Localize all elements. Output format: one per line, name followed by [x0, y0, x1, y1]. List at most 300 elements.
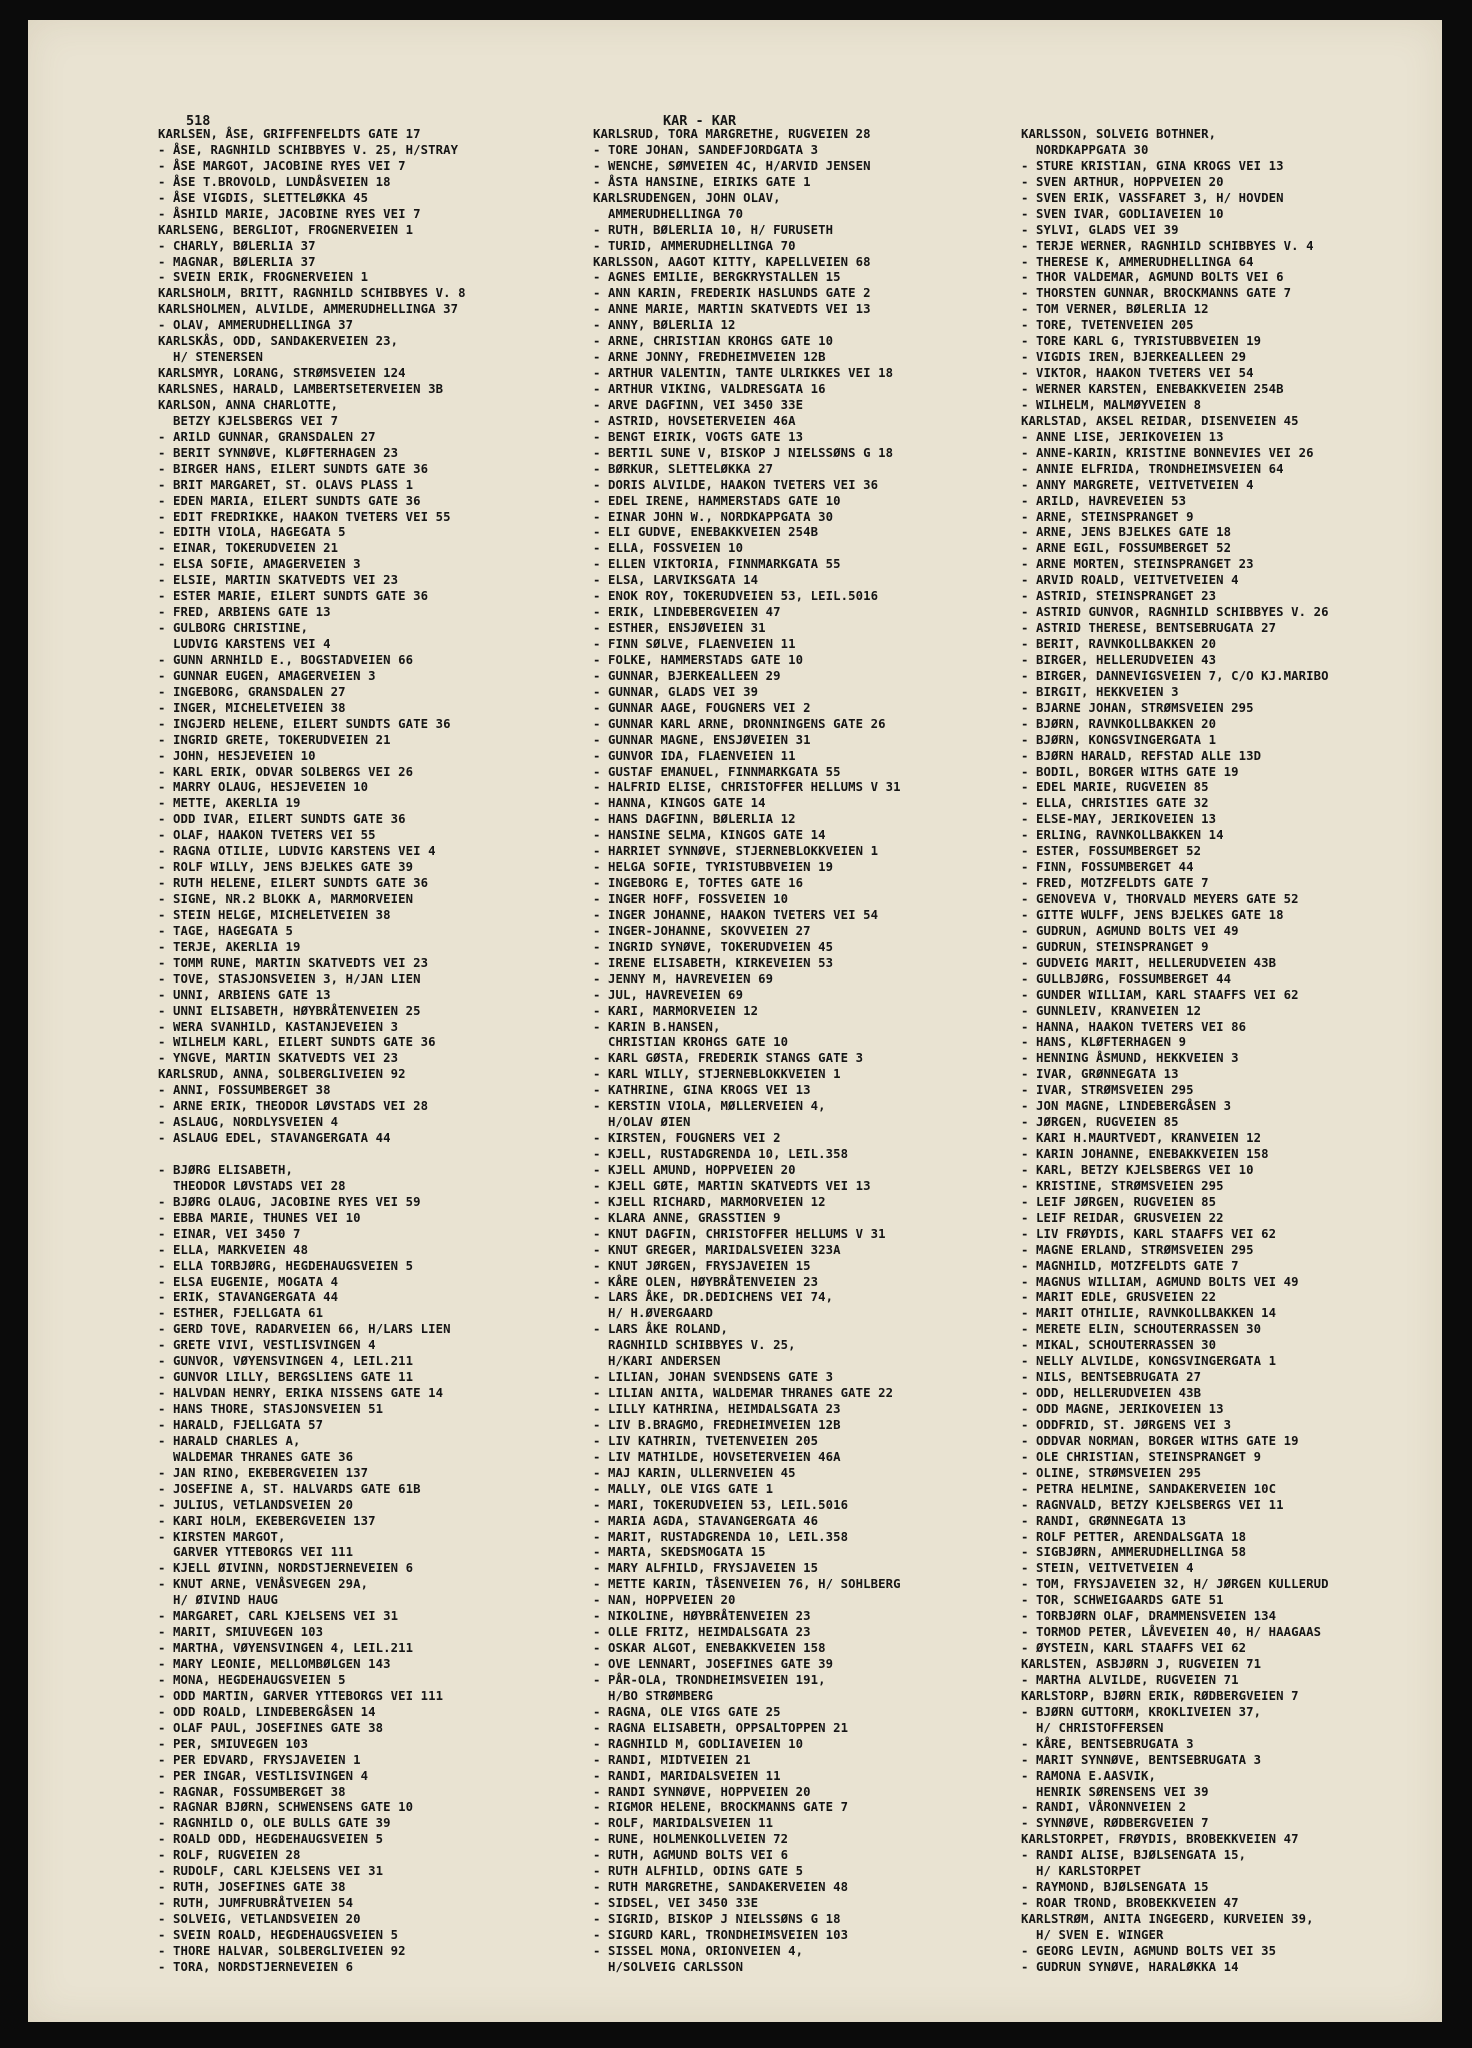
directory-entry-line: H/BO STRØMBERG	[593, 1688, 714, 1703]
directory-entry-line: - SIGURD KARL, TRONDHEIMSVEIEN 103	[593, 1927, 849, 1942]
directory-entry-line: - MARI, TOKERUDVEIEN 53, LEIL.5016	[593, 1497, 849, 1512]
directory-entry-line: - METTE KARIN, TÅSENVEIEN 76, H/ SOHLBERG	[593, 1577, 901, 1592]
directory-entry-line: - ARTHUR VIKING, VALDRESGATA 16	[593, 382, 826, 396]
directory-entry-line: - HARRIET SYNNØVE, STJERNEBLOKKVEIEN 1	[593, 844, 879, 859]
directory-entry-line: - ANNY MARGRETE, VEITVETVEIEN 4	[1021, 477, 1254, 492]
directory-entry-line: - ODD MARTIN, GARVER YTTEBORGS VEI 111	[158, 1688, 444, 1703]
directory-entry-line: - KARL ERIK, ODVAR SOLBERGS VEI 26	[158, 764, 414, 779]
directory-entry-line: - VIGDIS IREN, BJERKEALLEEN 29	[1021, 350, 1247, 365]
directory-entry-line: - RANDI, GRØNNEGATA 13	[1021, 1513, 1187, 1528]
directory-entry-line: KARLSSON, SOLVEIG BOTHNER,	[1021, 127, 1217, 141]
column-1	[158, 127, 466, 1976]
directory-entry-line: KARLSTAD, AKSEL REIDAR, DISENVEIEN 45	[1021, 413, 1299, 428]
directory-entry-line: - SYNNØVE, RØDBERGVEIEN 7	[1021, 1816, 1209, 1831]
directory-entry-line: - GUNDER WILLIAM, KARL STAAFFS VEI 62	[1021, 987, 1299, 1002]
directory-entry-line: - RANDI, MIDTVEIEN 21	[593, 1752, 751, 1767]
directory-entry-line: - ERIK, LINDEBERGVEIEN 47	[593, 605, 781, 620]
directory-entry-line: - TOM, FRYSJAVEIEN 32, H/ JØRGEN KULLERUD	[1021, 1577, 1329, 1592]
directory-entry-line: - FINN, FOSSUMBERGET 44	[1021, 860, 1194, 875]
directory-entry-line: - OLAF PAUL, JOSEFINES GATE 38	[158, 1720, 384, 1735]
directory-entry-line: - ARNE ERIK, THEODOR LØVSTADS VEI 28	[158, 1099, 429, 1114]
directory-entry-line: - TORE JOHAN, SANDEFJORDGATA 3	[593, 142, 819, 157]
directory-entry-line: - ERIK, STAVANGERGATA 44	[158, 1290, 339, 1305]
directory-entry-line: - SVEN IVAR, GODLIAVEIEN 10	[1021, 206, 1224, 221]
directory-entry-line: - RANDI SYNNØVE, HOPPVEIEN 20	[593, 1784, 811, 1799]
directory-entry-line: - THERESE K, AMMERUDHELLINGA 64	[1021, 254, 1254, 269]
directory-entry-line: - HANNA, KINGOS GATE 14	[593, 796, 766, 811]
directory-entry-line: - ANN KARIN, FREDERIK HASLUNDS GATE 2	[593, 286, 871, 301]
directory-entry-line: - LILIAN ANITA, WALDEMAR THRANES GATE 22	[593, 1386, 894, 1401]
directory-entry-line: - KARIN B.HANSEN,	[593, 1019, 721, 1034]
directory-entry-line: - BENGT EIRIK, VOGTS GATE 13	[593, 429, 804, 444]
directory-entry-line: - GULBORG CHRISTINE,	[158, 621, 309, 636]
directory-entry-line: - ANNIE ELFRIDA, TRONDHEIMSVEIEN 64	[1021, 461, 1284, 476]
directory-entry-line: - ELLA, MARKVEIEN 48	[158, 1242, 309, 1257]
directory-entry-line: - BIRGER, HELLERUDVEIEN 43	[1021, 652, 1217, 667]
directory-entry-line: - MAGNHILD, MOTZFELDTS GATE 7	[1021, 1258, 1239, 1273]
directory-entry-line: H/ KARLSTORPET	[1021, 1864, 1142, 1879]
directory-entry-line: - KLARA ANNE, GRASSTIEN 9	[593, 1210, 781, 1225]
directory-entry-line: - ÅSHILD MARIE, JACOBINE RYES VEI 7	[158, 206, 421, 221]
directory-entry-line: - RAGNA, OLE VIGS GATE 25	[593, 1704, 781, 1719]
directory-entry-line: - AGNES EMILIE, BERGKRYSTALLEN 15	[593, 270, 841, 285]
directory-entry-line: - JULIUS, VETLANDSVEIEN 20	[158, 1497, 354, 1512]
directory-entry-line: - SOLVEIG, VETLANDSVEIEN 20	[158, 1912, 361, 1926]
directory-entry-line: - RAGNHILD M, GODLIAVEIEN 10	[593, 1736, 804, 1751]
directory-entry-line: - KARI HOLM, EKEBERGVEIEN 137	[158, 1513, 376, 1528]
directory-entry-line: - ELSA EUGENIE, MOGATA 4	[158, 1274, 339, 1289]
directory-entry-line: - ÅSE, RAGNHILD SCHIBBYES V. 25, H/STRAY	[158, 142, 459, 157]
directory-entry-line: - OVE LENNART, JOSEFINES GATE 39	[593, 1657, 834, 1671]
directory-entry-line: - WERNER KARSTEN, ENEBAKKVEIEN 254B	[1021, 382, 1284, 396]
directory-entry-line: - MALLY, OLE VIGS GATE 1	[593, 1481, 774, 1496]
directory-entry-line: - INGER, MICHELETVEIEN 38	[158, 700, 346, 715]
directory-entry-line: KARLSTORP, BJØRN ERIK, RØDBERGVEIEN 7	[1021, 1688, 1299, 1703]
directory-entry-line: - ÅSE MARGOT, JACOBINE RYES VEI 7	[158, 158, 406, 173]
directory-entry-line: - ELSA SOFIE, AMAGERVEIEN 3	[158, 557, 361, 572]
directory-entry-line: - KIRSTEN MARGOT,	[158, 1529, 286, 1544]
directory-entry-line: KARLSRUDENGEN, JOHN OLAV,	[593, 190, 781, 205]
directory-entry-line: - LARS ÅKE, DR.DEDICHENS VEI 74,	[593, 1290, 834, 1305]
directory-entry-line: - MARIT, RUSTADGRENDA 10, LEIL.358	[593, 1529, 849, 1544]
directory-entry-line: - HENNING ÅSMUND, HEKKVEIEN 3	[1021, 1051, 1239, 1066]
directory-entry-line: - OLINE, STRØMSVEIEN 295	[1021, 1465, 1202, 1480]
directory-entry-line: - GUNNAR AAGE, FOUGNERS VEI 2	[593, 700, 811, 715]
directory-entry-line: - SIGRID, BISKOP J NIELSSØNS G 18	[593, 1912, 841, 1926]
directory-entry-line: - SIGNE, NR.2 BLOKK A, MARMORVEIEN	[158, 892, 414, 906]
directory-entry-line: - STEIN HELGE, MICHELETVEIEN 38	[158, 907, 391, 922]
directory-entry-line: - BJØRG OLAUG, JACOBINE RYES VEI 59	[158, 1194, 421, 1209]
directory-entry-line: - OLAF, HAAKON TVETERS VEI 55	[158, 828, 376, 843]
directory-entry-line: - SVEN ERIK, VASSFARET 3, H/ HOVDEN	[1021, 190, 1284, 205]
directory-entry-line: - INGEBORG E, TOFTES GATE 16	[593, 876, 804, 891]
directory-entry-line: KARLSSON, AAGOT KITTY, KAPELLVEIEN 68	[593, 254, 871, 269]
directory-entry-line: - KARIN JOHANNE, ENEBAKKVEIEN 158	[1021, 1147, 1269, 1161]
directory-entry-line: - ESTER, FOSSUMBERGET 52	[1021, 844, 1202, 859]
directory-entry-line: - RANDI ALISE, BJØLSENGATA 15,	[1021, 1848, 1247, 1863]
directory-entry-line: - ODD MAGNE, JERIKOVEIEN 13	[1021, 1402, 1224, 1416]
directory-entry-line: - GUNNAR, GLADS VEI 39	[593, 684, 759, 699]
directory-entry-line: - EDIT FREDRIKKE, HAAKON TVETERS VEI 55	[158, 509, 451, 524]
directory-entry-line: - TORA, NORDSTJERNEVEIEN 6	[158, 1959, 354, 1974]
directory-entry-line: - HANS, KLØFTERHAGEN 9	[1021, 1035, 1187, 1050]
directory-entry-line: - KARL, BETZY KJELSBERGS VEI 10	[1021, 1162, 1254, 1177]
directory-entry-line: - RUTH, AGMUND BOLTS VEI 6	[593, 1848, 789, 1863]
directory-entry-line: - ENOK ROY, TOKERUDVEIEN 53, LEIL.5016	[593, 589, 879, 604]
directory-entry-line: - ASLAUG, NORDLYSVEIEN 4	[158, 1115, 339, 1130]
directory-entry-line: - GUNNAR EUGEN, AMAGERVEIEN 3	[158, 668, 376, 683]
directory-entry-line: - PÅR-OLA, TRONDHEIMSVEIEN 191,	[593, 1672, 826, 1687]
directory-entry-line: - ASTRID, HOVSETERVEIEN 46A	[593, 413, 796, 428]
directory-entry-line: - BRIT MARGARET, ST. OLAVS PLASS 1	[158, 477, 414, 492]
directory-entry-line: - PER, SMIUVEGEN 103	[158, 1736, 309, 1751]
directory-entry-line: - MAGNAR, BØLERLIA 37	[158, 254, 316, 269]
directory-entry-line: - GRETE VIVI, VESTLISVINGEN 4	[158, 1338, 376, 1353]
directory-entry-line: - ARNE, JENS BJELKES GATE 18	[1021, 525, 1232, 540]
directory-entry-line: - MAGNE ERLAND, STRØMSVEIEN 295	[1021, 1242, 1254, 1257]
directory-entry-line: - GENOVEVA V, THORVALD MEYERS GATE 52	[1021, 892, 1299, 906]
directory-entry-line: AMMERUDHELLINGA 70	[593, 206, 744, 221]
directory-entry-line: - BJØRG ELISABETH,	[158, 1162, 294, 1177]
directory-entry-line: - ÅSE T.BROVOLD, LUNDÅSVEIEN 18	[158, 174, 391, 189]
directory-entry-line: - SIDSEL, VEI 3450 33E	[593, 1896, 759, 1911]
directory-entry-line: - HALVDAN HENRY, ERIKA NISSENS GATE 14	[158, 1386, 444, 1401]
directory-entry-line: - HANS THORE, STASJONSVEIEN 51	[158, 1402, 384, 1416]
directory-entry-line: - LILLY KATHRINA, HEIMDALSGATA 23	[593, 1402, 841, 1416]
directory-entry-line: - YNGVE, MARTIN SKATVEDTS VEI 23	[158, 1051, 399, 1066]
directory-entry-line: KARLSON, ANNA CHARLOTTE,	[158, 397, 339, 412]
directory-entry-line: - INGER-JOHANNE, SKOVVEIEN 27	[593, 923, 811, 938]
directory-entry-line: - BJØRN HARALD, REFSTAD ALLE 13D	[1021, 748, 1262, 763]
directory-entry-line: - KARL GØSTA, FREDERIK STANGS GATE 3	[593, 1051, 864, 1066]
directory-entry-line: - JOSEFINE A, ST. HALVARDS GATE 61B	[158, 1481, 421, 1496]
directory-entry-line: KARLSKÅS, ODD, SANDAKERVEIEN 23,	[158, 334, 399, 349]
directory-entry-line: - WILHELM, MALMØYVEIEN 8	[1021, 397, 1202, 412]
directory-entry-line: - ESTER MARIE, EILERT SUNDTS GATE 36	[158, 589, 429, 604]
directory-entry-line: KARLSHOLM, BRITT, RAGNHILD SCHIBBYES V. 8	[158, 286, 466, 301]
directory-entry-line: - TOM VERNER, BØLERLIA 12	[1021, 302, 1209, 317]
directory-entry-line: - TOMM RUNE, MARTIN SKATVEDTS VEI 23	[158, 955, 429, 970]
directory-entry-line: KARLSTEN, ASBJØRN J, RUGVEIEN 71	[1021, 1657, 1262, 1671]
directory-entry-line: - HARALD CHARLES A,	[158, 1433, 301, 1448]
directory-entry-line: - EDEN MARIA, EILERT SUNDTS GATE 36	[158, 493, 421, 508]
directory-entry-line: - LEIF REIDAR, GRUSVEIEN 22	[1021, 1210, 1224, 1225]
directory-entry-line: - EINAR JOHN W., NORDKAPPGATA 30	[593, 509, 834, 524]
directory-entry-line: - ROLF PETTER, ARENDALSGATA 18	[1021, 1529, 1247, 1544]
directory-entry-line: - JUL, HAVREVEIEN 69	[593, 987, 744, 1002]
directory-entry-line: - ELSIE, MARTIN SKATVEDTS VEI 23	[158, 573, 399, 588]
directory-entry-line: - SIGBJØRN, AMMERUDHELLINGA 58	[1021, 1545, 1247, 1560]
directory-entry-line: H/ H.ØVERGAARD	[593, 1306, 714, 1321]
directory-entry-line: - NAN, HOPPVEIEN 20	[593, 1593, 736, 1608]
directory-entry-line: CHRISTIAN KROHGS GATE 10	[593, 1035, 789, 1050]
directory-entry-line: - MARTHA ALVILDE, RUGVEIEN 71	[1021, 1672, 1239, 1687]
directory-entry-line: - MARRY OLAUG, HESJEVEIEN 10	[158, 780, 369, 795]
directory-entry-line: - ELSE-MAY, JERIKOVEIEN 13	[1021, 812, 1217, 827]
directory-entry-line: - GEORG LEVIN, AGMUND BOLTS VEI 35	[1021, 1943, 1277, 1958]
directory-entry-line: - THOR VALDEMAR, AGMUND BOLTS VEI 6	[1021, 270, 1284, 285]
directory-entry-line: - BERIT, RAVNKOLLBAKKEN 20	[1021, 637, 1217, 651]
directory-entry-line: - ARNE, STEINSPRANGET 9	[1021, 509, 1194, 524]
directory-entry-line: - BERTIL SUNE V, BISKOP J NIELSSØNS G 18	[593, 445, 894, 460]
directory-entry-line: - ARNE JONNY, FREDHEIMVEIEN 12B	[593, 350, 826, 365]
directory-entry-line: - ROAR TROND, BROBEKKVEIEN 47	[1021, 1896, 1239, 1911]
directory-entry-line: - LILIAN, JOHAN SVENDSENS GATE 3	[593, 1370, 834, 1385]
directory-entry-line: - INGRID GRETE, TOKERUDVEIEN 21	[158, 732, 391, 747]
directory-entry-line: - ARNE EGIL, FOSSUMBERGET 52	[1021, 541, 1232, 556]
directory-entry-line: BETZY KJELSBERGS VEI 7	[158, 413, 339, 428]
directory-entry-line: - JON MAGNE, LINDEBERGÅSEN 3	[1021, 1099, 1232, 1114]
directory-entry-line: - HANSINE SELMA, KINGOS GATE 14	[593, 828, 826, 843]
directory-entry-line: - LIV KATHRIN, TVETENVEIEN 205	[593, 1433, 819, 1448]
directory-entry-line: - FRED, ARBIENS GATE 13	[158, 605, 331, 620]
directory-entry-line: LUDVIG KARSTENS VEI 4	[158, 637, 331, 651]
directory-entry-line: - RUDOLF, CARL KJELSENS VEI 31	[158, 1864, 384, 1879]
directory-entry-line: - SVEIN ROALD, HEGDEHAUGSVEIEN 5	[158, 1927, 399, 1942]
directory-entry-line: - KARI H.MAURTVEDT, KRANVEIEN 12	[1021, 1131, 1262, 1146]
directory-entry-line: KARLSHOLMEN, ALVILDE, AMMERUDHELLINGA 37	[158, 302, 459, 317]
directory-entry-line: - TORBJØRN OLAF, DRAMMENSVEIEN 134	[1021, 1609, 1277, 1624]
directory-entry-line: - THORE HALVAR, SOLBERGLIVEIEN 92	[158, 1943, 406, 1958]
directory-entry-line: - KJELL ØIVINN, NORDSTJERNEVEIEN 6	[158, 1561, 414, 1576]
directory-entry-line: - ASTRID, STEINSPRANGET 23	[1021, 589, 1217, 604]
directory-entry-line: - PETRA HELMINE, SANDAKERVEIEN 10C	[1021, 1481, 1277, 1496]
directory-entry-line: - ELI GUDVE, ENEBAKKVEIEN 254B	[593, 525, 819, 540]
directory-entry-line: - TORE, TVETENVEIEN 205	[1021, 318, 1194, 333]
directory-entry-line: - RAMONA E.AASVIK,	[1021, 1768, 1157, 1783]
running-head: KAR - KAR	[663, 113, 737, 129]
directory-entry-line: - KNUT GREGER, MARIDALSVEIEN 323A	[593, 1242, 841, 1257]
directory-entry-line: - LEIF JØRGEN, RUGVEIEN 85	[1021, 1194, 1217, 1209]
directory-entry-line: - MONA, HEGDEHAUGSVEIEN 5	[158, 1672, 346, 1687]
directory-entry-line: - ANNE-KARIN, KRISTINE BONNEVIES VEI 26	[1021, 445, 1314, 460]
directory-entry-line: - TERJE WERNER, RAGNHILD SCHIBBYES V. 4	[1021, 238, 1314, 253]
directory-entry-line: - RANDI, VÅRONNVEIEN 2	[1021, 1800, 1187, 1815]
directory-entry-line: - KJELL RICHARD, MARMORVEIEN 12	[593, 1194, 826, 1209]
directory-entry-line: - BIRGER, DANNEVIGSVEIEN 7, C/O KJ.MARIBO	[1021, 668, 1329, 683]
directory-entry-line: - UNNI ELISABETH, HØYBRÅTENVEIEN 25	[158, 1003, 421, 1018]
directory-entry-line: - KJELL GØTE, MARTIN SKATVEDTS VEI 13	[593, 1178, 871, 1193]
directory-entry-line: - RAGNA ELISABETH, OPPSALTOPPEN 21	[593, 1720, 849, 1735]
directory-entry-line	[158, 1147, 466, 1163]
directory-entry-line: - FOLKE, HAMMERSTADS GATE 10	[593, 652, 804, 667]
directory-entry-line: - GUNNAR, BJERKEALLEEN 29	[593, 668, 781, 683]
directory-entry-line: - GUDRUN, AGMUND BOLTS VEI 49	[1021, 923, 1239, 938]
column-3	[1021, 127, 1329, 1976]
directory-entry-line: - FINN SØLVE, FLAENVEIEN 11	[593, 637, 796, 651]
directory-entry-line: - ANNI, FOSSUMBERGET 38	[158, 1083, 331, 1098]
directory-entry-line: - GUDVEIG MARIT, HELLERUDVEIEN 43B	[1021, 955, 1277, 970]
directory-entry-line: - HELGA SOFIE, TYRISTUBBVEIEN 19	[593, 860, 834, 875]
directory-entry-line: - MARIT SYNNØVE, BENTSEBRUGATA 3	[1021, 1752, 1262, 1767]
directory-entry-line: - STEIN, VEITVETVEIEN 4	[1021, 1561, 1194, 1576]
directory-entry-line: - GUNVOR IDA, FLAENVEIEN 11	[593, 748, 796, 763]
directory-entry-line: - ELSA, LARVIKSGATA 14	[593, 573, 759, 588]
directory-entry-line: - RUTH, JOSEFINES GATE 38	[158, 1880, 346, 1895]
directory-entry-line: - BJARNE JOHAN, STRØMSVEIEN 295	[1021, 700, 1254, 715]
directory-entry-line: - MIKAL, SCHOUTERRASSEN 30	[1021, 1338, 1217, 1353]
directory-entry-line: - MARIT, SMIUVEGEN 103	[158, 1625, 324, 1640]
directory-entry-line: - THORSTEN GUNNAR, BROCKMANNS GATE 7	[1021, 286, 1292, 301]
directory-entry-line: - MARY ALFHILD, FRYSJAVEIEN 15	[593, 1561, 819, 1576]
directory-entry-line: - LIV FRØYDIS, KARL STAAFFS VEI 62	[1021, 1226, 1277, 1241]
directory-entry-line: KARLSNES, HARALD, LAMBERTSETERVEIEN 3B	[158, 382, 444, 396]
directory-entry-line: - GUNVOR LILLY, BERGSLIENS GATE 11	[158, 1370, 414, 1385]
directory-entry-line: - GERD TOVE, RADARVEIEN 66, H/LARS LIEN	[158, 1322, 451, 1337]
directory-entry-line: - BØRKUR, SLETTELØKKA 27	[593, 461, 774, 476]
directory-entry-line: - ELLEN VIKTORIA, FINNMARKGATA 55	[593, 557, 841, 572]
directory-entry-line: - ASTRID GUNVOR, RAGNHILD SCHIBBYES V. 26	[1021, 605, 1329, 620]
directory-entry-line: - JENNY M, HAVREVEIEN 69	[593, 971, 774, 986]
directory-entry-line: - ELLA TORBJØRG, HEGDEHAUGSVEIEN 5	[158, 1258, 414, 1273]
directory-entry-line: - FRED, MOTZFELDTS GATE 7	[1021, 876, 1209, 891]
directory-entry-line: - RUTH, JUMFRUBRÅTVEIEN 54	[158, 1896, 354, 1911]
directory-entry-line: - TERJE, AKERLIA 19	[158, 939, 301, 954]
directory-entry-line: - SVEN ARTHUR, HOPPVEIEN 20	[1021, 174, 1224, 189]
directory-entry-line: H/ SVEN E. WINGER	[1021, 1927, 1164, 1942]
directory-entry-line: - KJELL, RUSTADGRENDA 10, LEIL.358	[593, 1147, 849, 1161]
directory-entry-line: - MARIT EDLE, GRUSVEIEN 22	[1021, 1290, 1217, 1305]
directory-entry-line: RAGNHILD SCHIBBYES V. 25,	[593, 1338, 796, 1353]
directory-entry-line: H/OLAV ØIEN	[593, 1115, 691, 1130]
directory-entry-line: - GUNNAR MAGNE, ENSJØVEIEN 31	[593, 732, 811, 747]
directory-entry-line: WALDEMAR THRANES GATE 36	[158, 1449, 354, 1464]
directory-entry-line: - TORMOD PETER, LÅVEVEIEN 40, H/ HAAGAAS	[1021, 1625, 1322, 1640]
directory-entry-line: - OLE CHRISTIAN, STEINSPRANGET 9	[1021, 1449, 1262, 1464]
directory-entry-line: - ROLF, RUGVEIEN 28	[158, 1848, 301, 1863]
directory-entry-line: - GUNVOR, VØYENSVINGEN 4, LEIL.211	[158, 1354, 414, 1369]
directory-entry-line: HENRIK SØRENSENS VEI 39	[1021, 1784, 1209, 1799]
directory-entry-line: - KIRSTEN, FOUGNERS VEI 2	[593, 1131, 781, 1146]
directory-entry-line: - IVAR, GRØNNEGATA 13	[1021, 1067, 1179, 1082]
directory-entry-line: - KERSTIN VIOLA, MØLLERVEIEN 4,	[593, 1099, 826, 1114]
directory-entry-line: - MERETE ELIN, SCHOUTERRASSEN 30	[1021, 1322, 1262, 1337]
directory-entry-line: - ARTHUR VALENTIN, TANTE ULRIKKES VEI 18	[593, 366, 894, 381]
directory-entry-line: - ELLA, CHRISTIES GATE 32	[1021, 796, 1209, 811]
directory-entry-line: - ARILD, HAVREVEIEN 53	[1021, 493, 1187, 508]
directory-entry-line: - WILHELM KARL, EILERT SUNDTS GATE 36	[158, 1035, 436, 1050]
directory-entry-line: - INGEBORG, GRANSDALEN 27	[158, 684, 346, 699]
directory-entry-line: - RAGNAR, FOSSUMBERGET 38	[158, 1784, 346, 1799]
directory-entry-line: - ARVE DAGFINN, VEI 3450 33E	[593, 397, 804, 412]
directory-entry-line: - EINAR, TOKERUDVEIEN 21	[158, 541, 339, 556]
directory-entry-line: H/ ØIVIND HAUG	[158, 1593, 279, 1608]
directory-entry-line: - NILS, BENTSEBRUGATA 27	[1021, 1370, 1202, 1385]
directory-entry-line: GARVER YTTEBORGS VEI 111	[158, 1545, 354, 1560]
directory-entry-line: - VIKTOR, HAAKON TVETERS VEI 54	[1021, 366, 1254, 381]
directory-entry-line: - KJELL AMUND, HOPPVEIEN 20	[593, 1162, 796, 1177]
directory-entry-line: - ARILD GUNNAR, GRANSDALEN 27	[158, 429, 376, 444]
directory-entry-line: - EINAR, VEI 3450 7	[158, 1226, 301, 1241]
directory-entry-line: KARLSRUD, ANNA, SOLBERGLIVEIEN 92	[158, 1067, 406, 1082]
directory-entry-line: KARLSENG, BERGLIOT, FROGNERVEIEN 1	[158, 222, 414, 237]
directory-entry-line: - OLLE FRITZ, HEIMDALSGATA 23	[593, 1625, 811, 1640]
directory-entry-line: - JOHN, HESJEVEIEN 10	[158, 748, 316, 763]
directory-entry-line: - GUNNLEIV, KRANVEIEN 12	[1021, 1003, 1202, 1018]
directory-entry-line: H/SOLVEIG CARLSSON	[593, 1959, 744, 1974]
directory-entry-line: - MARTA, SKEDSMOGATA 15	[593, 1545, 766, 1560]
directory-entry-line: - JAN RINO, EKEBERGVEIEN 137	[158, 1465, 369, 1480]
directory-entry-line: - KÅRE, BENTSEBRUGATA 3	[1021, 1736, 1194, 1751]
directory-entry-line: H/ STENERSEN	[158, 350, 264, 365]
directory-entry-line: - BJØRN, KONGSVINGERGATA 1	[1021, 732, 1217, 747]
directory-entry-line: - SISSEL MONA, ORIONVEIEN 4,	[593, 1943, 804, 1958]
directory-entry-line: - METTE, AKERLIA 19	[158, 796, 301, 811]
directory-entry-line: - KÅRE OLEN, HØYBRÅTENVEIEN 23	[593, 1274, 819, 1289]
directory-entry-line: - ODD, HELLERUDVEIEN 43B	[1021, 1386, 1202, 1401]
column-2	[593, 127, 901, 1976]
directory-entry-line: - OLAV, AMMERUDHELLINGA 37	[158, 318, 354, 333]
directory-entry-line: - MARTHA, VØYENSVINGEN 4, LEIL.211	[158, 1641, 414, 1656]
directory-entry-line: KARLSMYR, LORANG, STRØMSVEIEN 124	[158, 366, 406, 381]
directory-entry-line: - KNUT ARNE, VENÅSVEGEN 29A,	[158, 1577, 369, 1592]
directory-entry-line: - ARNE MORTEN, STEINSPRANGET 23	[1021, 557, 1254, 572]
directory-entry-line: - PER INGAR, VESTLISVINGEN 4	[158, 1768, 369, 1783]
directory-entry-line: - IRENE ELISABETH, KIRKEVEIEN 53	[593, 955, 834, 970]
directory-entry-line: - RUNE, HOLMENKOLLVEIEN 72	[593, 1832, 789, 1847]
directory-entry-line: - LIV B.BRAGMO, FREDHEIMVEIEN 12B	[593, 1417, 841, 1432]
directory-entry-line: - PER EDVARD, FRYSJAVEIEN 1	[158, 1752, 361, 1767]
directory-entry-line: - MAJ KARIN, ULLERNVEIEN 45	[593, 1465, 796, 1480]
directory-entry-line: - STURE KRISTIAN, GINA KROGS VEI 13	[1021, 158, 1284, 173]
directory-entry-line: - KARI, MARMORVEIEN 12	[593, 1003, 759, 1018]
directory-entry-line: - EBBA MARIE, THUNES VEI 10	[158, 1210, 361, 1225]
directory-entry-line: - ESTHER, FJELLGATA 61	[158, 1306, 324, 1321]
directory-entry-line: - GUDRUN, STEINSPRANGET 9	[1021, 939, 1209, 954]
directory-entry-line: H/KARI ANDERSEN	[593, 1354, 721, 1369]
directory-entry-line: - HANS DAGFINN, BØLERLIA 12	[593, 812, 796, 827]
directory-entry-line: - TAGE, HAGEGATA 5	[158, 923, 294, 938]
directory-entry-line: - ÅSE VIGDIS, SLETTELØKKA 45	[158, 190, 369, 205]
directory-entry-line: KARLSEN, ÅSE, GRIFFENFELDTS GATE 17	[158, 127, 421, 141]
directory-entry-line: - INGER JOHANNE, HAAKON TVETERS VEI 54	[593, 907, 879, 922]
directory-entry-line: - INGJERD HELENE, EILERT SUNDTS GATE 36	[158, 716, 451, 731]
directory-entry-line: - MARIA AGDA, STAVANGERGATA 46	[593, 1513, 819, 1528]
directory-entry-line: - BODIL, BORGER WITHS GATE 19	[1021, 764, 1239, 779]
directory-entry-line: - RANDI, MARIDALSVEIEN 11	[593, 1768, 781, 1783]
page-number: 518	[186, 113, 211, 129]
directory-entry-line: - JØRGEN, RUGVEIEN 85	[1021, 1115, 1179, 1130]
directory-entry-line: - KRISTINE, STRØMSVEIEN 295	[1021, 1178, 1224, 1193]
directory-entry-line: - ODDFRID, ST. JØRGENS VEI 3	[1021, 1417, 1232, 1432]
directory-entry-line: THEODOR LØVSTADS VEI 28	[158, 1178, 346, 1193]
directory-entry-line: - MARIT OTHILIE, RAVNKOLLBAKKEN 14	[1021, 1306, 1277, 1321]
directory-entry-line: - UNNI, ARBIENS GATE 13	[158, 987, 331, 1002]
directory-entry-line: - ERLING, RAVNKOLLBAKKEN 14	[1021, 828, 1224, 843]
directory-entry-line: KARLSRUD, TORA MARGRETHE, RUGVEIEN 28	[593, 127, 871, 141]
directory-entry-line: - ELLA, FOSSVEIEN 10	[593, 541, 744, 556]
directory-entry-line: - RAYMOND, BJØLSENGATA 15	[1021, 1880, 1209, 1895]
directory-entry-line: - HARALD, FJELLGATA 57	[158, 1417, 324, 1432]
directory-entry-line: - MARY LEONIE, MELLOMBØLGEN 143	[158, 1657, 391, 1671]
directory-entry-line: - RAGNAR BJØRN, SCHWENSENS GATE 10	[158, 1800, 414, 1815]
directory-entry-line: - NELLY ALVILDE, KONGSVINGERGATA 1	[1021, 1354, 1277, 1369]
directory-entry-line: - BIRGER HANS, EILERT SUNDTS GATE 36	[158, 461, 429, 476]
directory-entry-line: - INGRID SYNØVE, TOKERUDVEIEN 45	[593, 939, 834, 954]
directory-entry-line: KARLSTRØM, ANITA INGEGERD, KURVEIEN 39,	[1021, 1912, 1314, 1926]
directory-entry-line: - RIGMOR HELENE, BROCKMANNS GATE 7	[593, 1800, 849, 1815]
directory-entry-line: - SVEIN ERIK, FROGNERVEIEN 1	[158, 270, 369, 285]
directory-entry-line: - KNUT DAGFIN, CHRISTOFFER HELLUMS V 31	[593, 1226, 886, 1241]
directory-entry-line: - IVAR, STRØMSVEIEN 295	[1021, 1083, 1194, 1098]
directory-entry-line: - ROLF WILLY, JENS BJELKES GATE 39	[158, 860, 414, 875]
directory-entry-line: - RAGNHILD O, OLE BULLS GATE 39	[158, 1816, 391, 1831]
directory-entry-line: - ASTRID THERESE, BENTSEBRUGATA 27	[1021, 621, 1277, 636]
directory-entry-line: - ØYSTEIN, KARL STAAFFS VEI 62	[1021, 1641, 1247, 1656]
directory-entry-line: - TURID, AMMERUDHELLINGA 70	[593, 238, 796, 253]
directory-entry-line: - ODD IVAR, EILERT SUNDTS GATE 36	[158, 812, 406, 827]
directory-entry-line: KARLSTORPET, FRØYDIS, BROBEKKVEIEN 47	[1021, 1832, 1299, 1847]
